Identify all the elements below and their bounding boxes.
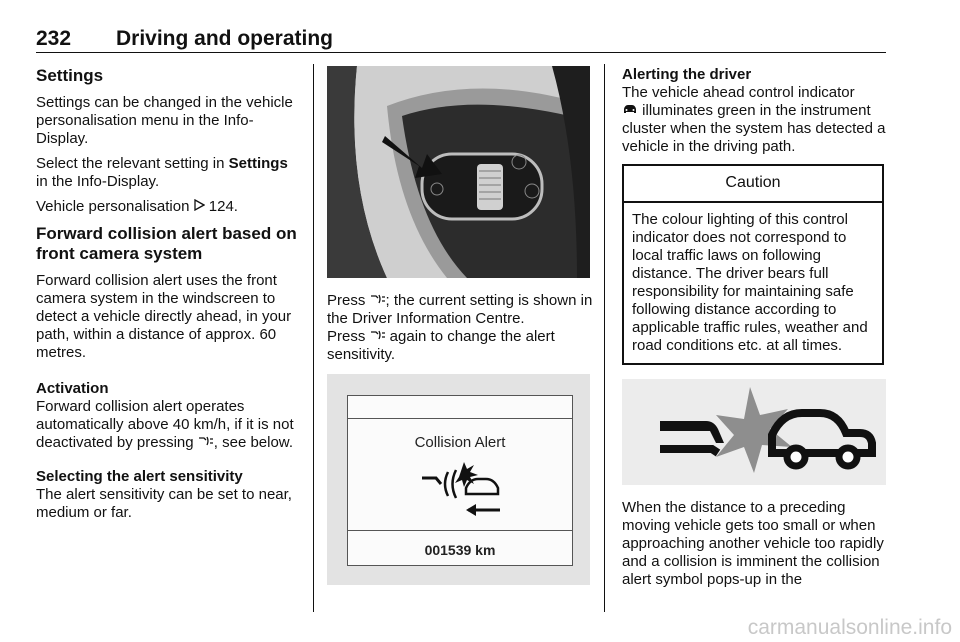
- page-number: 232: [36, 27, 72, 50]
- collision-symbol-image: [622, 379, 886, 485]
- caution-box: [622, 164, 884, 365]
- settings-menu-ref: Settings: [228, 155, 288, 172]
- display-top-rule: [348, 418, 572, 419]
- settings-paragraph-3: Vehicle personalisation 124.: [36, 198, 238, 215]
- triangle-right-icon: [194, 198, 205, 216]
- sensitivity-paragraph: The alert sensitivity can be set to near, medium or far.: [36, 486, 292, 521]
- section-title: Driving and operating: [116, 27, 334, 50]
- settings-heading: Settings: [36, 66, 104, 85]
- column-left: [36, 66, 300, 529]
- car-front-icon: [622, 102, 638, 120]
- column-right: [622, 66, 886, 596]
- odometer-reading: 001539 km: [424, 542, 496, 558]
- driver-info-centre-display: [327, 374, 590, 585]
- display-frame: [347, 395, 573, 566]
- settings-paragraph-2: Select the relevant setting in Settings in the Info-Display.: [36, 155, 288, 190]
- collision-alert-symbol-icon: [418, 458, 508, 523]
- display-bottom-rule: [348, 530, 572, 531]
- caution-title: Caution: [624, 166, 882, 203]
- collision-alert-title: Collision Alert: [414, 434, 506, 451]
- collision-alert-icon: [370, 328, 386, 346]
- watermark: carmanualsonline.info: [747, 616, 952, 639]
- sensitivity-heading: Selecting the alert sensitivity: [36, 468, 243, 485]
- bottom-paragraph: When the distance to a preceding moving vehicle gets too small or when approaching another vehicle too rapidly and a collision is imminent the collision alert symbol pops-up in the: [622, 499, 884, 588]
- collision-alert-icon: [370, 292, 386, 310]
- alert-heading: Alerting the driver: [622, 66, 752, 83]
- press-paragraph-2: Press again to change the alert sensitivity.: [327, 328, 555, 363]
- caution-body: The colour lighting of this control indicator does not correspond to local traffic laws on following distance. The driver bears full responsibility for maintaining safe following distance according to applicable traffic rules, weather and road conditions etc. at all times.: [632, 211, 868, 354]
- column-divider-1: [313, 64, 314, 612]
- activation-paragraph: Forward collision alert operates automatically above 40 km/h, if it is not deactivated by pressing , see below.: [36, 398, 294, 451]
- fca-paragraph: Forward collision alert uses the front camera system in the windscreen to detect a vehicle directly ahead, in your path, within a distance of approx. 60 metres.: [36, 272, 292, 361]
- steering-wheel-image: [327, 66, 590, 278]
- page-reference-link[interactable]: 124.: [208, 198, 238, 215]
- fca-heading: Forward collision alert based on front camera system: [36, 224, 297, 263]
- column-middle: [327, 66, 593, 585]
- press-paragraph-1: Press ; the current setting is shown in the Driver Information Centre.: [327, 292, 593, 327]
- collision-alert-icon: [198, 434, 214, 452]
- column-divider-2: [604, 64, 605, 612]
- settings-paragraph-1: Settings can be changed in the vehicle personalisation menu in the Info-Display.: [36, 94, 293, 147]
- alert-paragraph: The vehicle ahead control indicator illuminates green in the instrument cluster when the system has detected a vehicle in the driving path.: [622, 84, 886, 155]
- activation-heading: Activation: [36, 380, 109, 397]
- header-rule: [36, 52, 886, 53]
